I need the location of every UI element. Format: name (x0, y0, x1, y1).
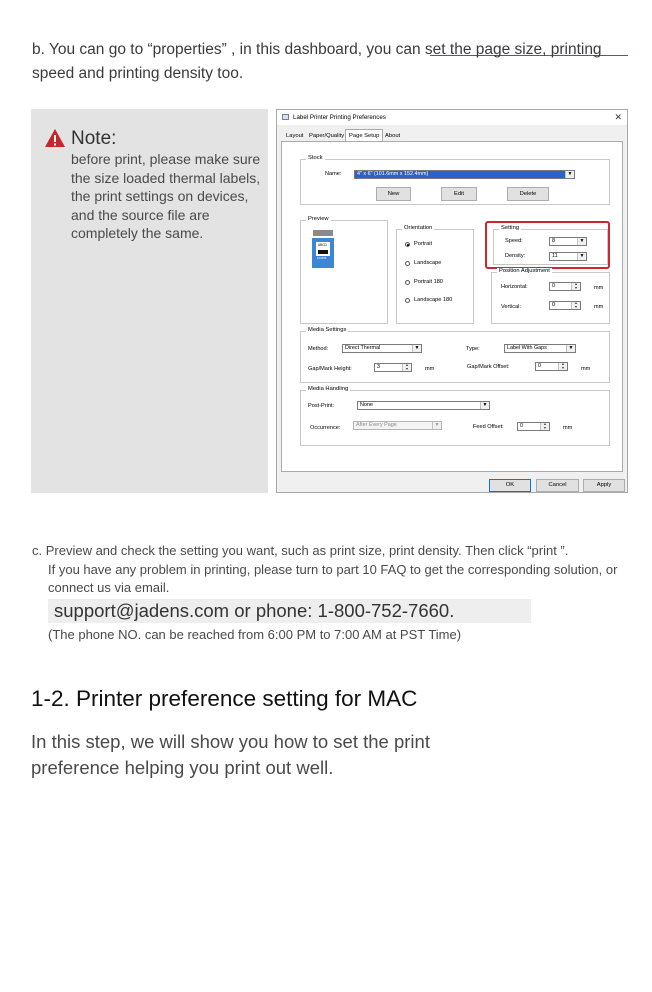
gap-mark-offset-input[interactable]: 0 ▲ ▼ (535, 362, 568, 371)
edit-button[interactable]: Edit (441, 187, 477, 201)
horizontal-input[interactable]: 0 ▲ ▼ (549, 282, 581, 291)
stock-group (300, 155, 610, 205)
speed-label: Speed: (505, 238, 523, 244)
type-label: Type: (466, 346, 480, 352)
spin-arrows-icon[interactable]: ▲ ▼ (571, 302, 580, 309)
cancel-button[interactable]: Cancel (536, 479, 579, 492)
chevron-down-icon: ▼ (565, 171, 574, 178)
vertical-input[interactable]: 0 ▲ ▼ (549, 301, 581, 310)
printing-preferences-dialog (276, 109, 628, 493)
vertical-label: Vertical: (501, 304, 521, 310)
ok-button[interactable]: OK (489, 479, 531, 492)
delete-button[interactable]: Delete (507, 187, 549, 201)
tab-about[interactable]: About (385, 133, 401, 139)
setting-label: Setting (501, 225, 520, 231)
stock-name-select[interactable]: 4" x 6" (101.6mm x 152.4mm) ▼ (354, 170, 575, 179)
feed-offset-input[interactable]: 0 ▲ ▼ (517, 422, 550, 431)
apply-button[interactable]: Apply (583, 479, 625, 492)
gap-mark-height-label: Gap/Mark Height: (308, 366, 352, 372)
new-button[interactable]: New (376, 187, 411, 201)
contact-info: support@jadens.com or phone: 1-800-752-7660. (48, 599, 531, 623)
page-setup-pane (281, 141, 623, 472)
position-adjustment-label: Position Adjustment (499, 268, 550, 274)
stock-name-label: Name: (325, 171, 342, 177)
option-portrait-180: Portrait 180 (414, 279, 443, 285)
option-portrait: Portrait (414, 241, 433, 247)
preview-label: Preview (308, 216, 329, 222)
setting-highlight-box (485, 221, 610, 269)
occurrence-label: Occurrence: (310, 425, 341, 431)
spin-arrows-icon[interactable]: ▲ ▼ (402, 364, 411, 371)
media-settings-group (300, 327, 610, 383)
preview-paragraph-line2: If you have any problem in printing, please turn to part 10 FAQ to get the corresponding solution, or connect us via email. (48, 561, 618, 595)
gap-mark-offset-label: Gap/Mark Offset: (467, 364, 510, 370)
section-heading: 1-2. Printer preference setting for MAC (31, 686, 418, 711)
feed-offset-unit: mm (563, 425, 573, 431)
dialog-title: Label Printer Printing Preferences (293, 114, 386, 121)
tab-page-setup[interactable]: Page Setup (345, 129, 383, 142)
horizontal-unit: mm (594, 285, 604, 291)
label-preview-icon (311, 229, 335, 269)
chevron-down-icon: ▼ (566, 345, 575, 352)
note-body: before print, please make sure the size loaded thermal labels, the print settings on devices, and the source file are completely the same. (71, 151, 261, 242)
type-select[interactable]: Label With Gaps ▼ (504, 344, 576, 353)
speed-select[interactable]: 8 ▼ (549, 237, 587, 246)
method-label: Method: (308, 346, 329, 352)
tab-layout[interactable]: Layout (286, 133, 304, 139)
preview-paragraph-line1: c. Preview and check the setting you want, such as print size, print density. Then click “print ”. (32, 543, 569, 558)
note-title: Note: (71, 128, 117, 149)
preview-group (300, 216, 388, 324)
gap-mark-offset-unit: mm (581, 366, 591, 372)
media-settings-label: Media Settings (308, 327, 347, 333)
option-landscape: Landscape (414, 260, 442, 266)
method-select[interactable]: Direct Thermal ▼ (342, 344, 422, 353)
horizontal-label: Horizontal: (501, 284, 528, 290)
radio-landscape-180[interactable] (405, 298, 410, 303)
vertical-unit: mm (594, 304, 604, 310)
printer-icon (282, 114, 289, 120)
preview-sample-code: 123456 (317, 256, 327, 260)
stock-label: Stock (308, 155, 323, 161)
warning-icon (44, 128, 66, 148)
gap-mark-height-unit: mm (425, 366, 435, 372)
preview-paragraph (32, 542, 642, 598)
radio-landscape[interactable] (405, 261, 410, 266)
media-handling-group (300, 386, 610, 446)
post-print-label: Post-Print: (308, 403, 335, 409)
chevron-down-icon: ▼ (432, 422, 441, 429)
density-label: Density: (505, 253, 526, 259)
phone-hours-note: (The phone NO. can be reached from 6:00 PM to 7:00 AM at PST Time) (48, 627, 462, 642)
orientation-label: Orientation (404, 225, 433, 231)
option-landscape-180: Landscape 180 (414, 297, 453, 303)
chevron-down-icon: ▼ (412, 345, 421, 352)
orientation-group (396, 225, 474, 324)
tab-paper-quality[interactable]: Paper/Quality (309, 133, 345, 139)
close-icon[interactable]: ✕ (614, 112, 622, 122)
spin-arrows-icon[interactable]: ▲ ▼ (571, 283, 580, 290)
chevron-down-icon: ▼ (480, 402, 489, 409)
post-print-select[interactable]: None ▼ (357, 401, 490, 410)
spin-arrows-icon[interactable]: ▲ ▼ (558, 363, 567, 370)
section-body: In this step, we will show you how to set the print preference helping you print out well. (31, 731, 430, 778)
chevron-down-icon: ▼ (577, 253, 586, 260)
density-select[interactable]: 11 ▼ (549, 252, 587, 261)
chevron-down-icon: ▼ (577, 238, 586, 245)
occurrence-select[interactable]: After Every Page ▼ (353, 421, 442, 430)
position-adjustment-group (491, 268, 610, 324)
media-handling-label: Media Handling (308, 386, 349, 392)
feed-offset-label: Feed Offset: (473, 424, 504, 430)
radio-portrait-180[interactable] (405, 280, 410, 285)
gap-mark-height-input[interactable]: 3 ▲ ▼ (374, 363, 412, 372)
radio-portrait[interactable] (405, 242, 410, 247)
spin-arrows-icon[interactable]: ▲ ▼ (540, 423, 549, 430)
intro-paragraph: b. You can go to “properties” , in this dashboard, you can set the page size, printing speed and printing density too. (32, 41, 602, 82)
preview-sample-text: ABCD (318, 243, 327, 247)
